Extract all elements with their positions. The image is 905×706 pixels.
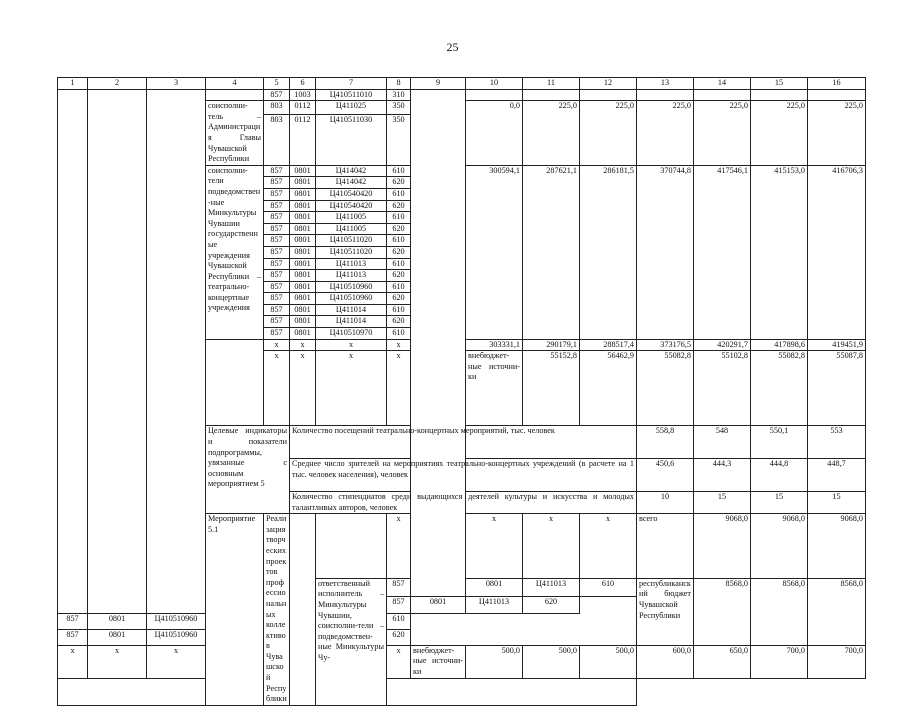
funding-source-cell: внебюджет-ные источни-ки xyxy=(466,351,523,426)
table-cell xyxy=(206,89,264,101)
col-header: 1 xyxy=(58,78,88,90)
table-row xyxy=(58,678,866,705)
value-cell: 55152,8 xyxy=(523,351,580,426)
indicator-value: 444,3 xyxy=(694,459,751,492)
table-cell: 857 xyxy=(264,328,290,340)
indicator-text: Среднее число зрителей на мероприятиях театрально-концертных учреждений (в расчете на 1 тыс. человек населения), человек xyxy=(290,459,637,492)
table-cell: 610 xyxy=(387,188,411,200)
value-cell: 287621,1 xyxy=(523,165,580,339)
value-cell: 650,0 xyxy=(694,645,751,678)
table-cell: х xyxy=(387,339,411,351)
table-cell: 0112 xyxy=(290,114,316,165)
table-cell xyxy=(58,89,88,613)
value-cell: 370744,8 xyxy=(637,165,694,339)
value-cell: 288517,4 xyxy=(580,339,637,351)
funding-source-cell: внебюджет-ные источни-ки xyxy=(411,645,466,678)
table-cell: Ц411005 xyxy=(316,212,387,224)
table-cell: 0801 xyxy=(290,281,316,293)
table-cell: х xyxy=(387,514,411,579)
table-cell: 0801 xyxy=(290,177,316,189)
table-cell: Ц410540420 xyxy=(316,188,387,200)
table-cell xyxy=(637,89,694,101)
table-cell: 0801 xyxy=(411,597,466,613)
col-header: 6 xyxy=(290,78,316,90)
table-cell: 620 xyxy=(387,629,411,645)
table-cell: 610 xyxy=(387,235,411,247)
col-header: 4 xyxy=(206,78,264,90)
table-cell: 857 xyxy=(264,281,290,293)
table-cell: 857 xyxy=(264,165,290,177)
table-cell: 0801 xyxy=(290,304,316,316)
table-cell: х xyxy=(147,645,206,678)
col-header: 2 xyxy=(88,78,147,90)
indicator-value: 553 xyxy=(808,426,866,459)
responsible-cell: соисполни-тели подведомствен-ные Минкультуры Чувашии государственные учреждения Чувашской Республики – театрально-концертные учреждения xyxy=(206,165,264,339)
table-cell xyxy=(523,89,580,101)
value-cell: 225,0 xyxy=(580,101,637,166)
value-cell: 600,0 xyxy=(637,645,694,678)
table-cell: Ц414042 xyxy=(316,177,387,189)
table-cell: х xyxy=(387,351,411,426)
value-cell: 225,0 xyxy=(637,101,694,166)
table-cell: Ц410511010 xyxy=(316,89,387,101)
table-cell: 0801 xyxy=(290,293,316,305)
table-cell: Ц411025 xyxy=(316,101,387,115)
indicator-value: 10 xyxy=(637,491,694,513)
table-cell: 0801 xyxy=(290,246,316,258)
value-cell: 500,0 xyxy=(466,645,523,678)
table-cell xyxy=(316,514,387,579)
table-cell xyxy=(147,89,206,613)
indicator-value: 15 xyxy=(751,491,808,513)
table-cell: 857 xyxy=(264,316,290,328)
table-cell: х xyxy=(316,339,387,351)
table-cell: 0112 xyxy=(290,101,316,115)
col-header: 12 xyxy=(580,78,637,90)
indicator-value: 550,1 xyxy=(751,426,808,459)
table-cell: х xyxy=(290,339,316,351)
table-cell: х xyxy=(580,514,637,579)
table-cell: 610 xyxy=(387,212,411,224)
table-cell: х xyxy=(523,514,580,579)
table-cell: 620 xyxy=(387,316,411,328)
indicator-value: 558,8 xyxy=(637,426,694,459)
table-cell: 0801 xyxy=(290,316,316,328)
table-cell: х xyxy=(316,351,387,426)
table-cell xyxy=(808,89,866,101)
table-cell: х xyxy=(466,514,523,579)
table-cell: Ц410510970 xyxy=(316,328,387,340)
indicator-text: Количество посещений театрально-концертных мероприятий, тыс. человек xyxy=(290,426,637,459)
table-cell: 857 xyxy=(264,223,290,235)
responsible-cell: ответственный исполнитель – Минкультуры Чувашии, соисполни-тели – подведомствен-ные Минкультуры Чу- xyxy=(316,578,387,705)
table-cell: 857 xyxy=(264,293,290,305)
table-cell: 0801 xyxy=(290,165,316,177)
table-cell: 620 xyxy=(387,270,411,282)
table-cell: 857 xyxy=(264,212,290,224)
table-cell: Ц414042 xyxy=(316,165,387,177)
value-cell: 290179,1 xyxy=(523,339,580,351)
table-cell: 350 xyxy=(387,101,411,115)
table-cell: 310 xyxy=(387,89,411,101)
value-cell: 700,0 xyxy=(808,645,866,678)
value-cell: 286181,5 xyxy=(580,165,637,339)
table-cell: Ц411014 xyxy=(316,316,387,328)
table-cell: Ц410511020 xyxy=(316,235,387,247)
value-cell: 9068,0 xyxy=(694,514,751,579)
col-header: 7 xyxy=(316,78,387,90)
table-cell: 620 xyxy=(387,200,411,212)
indicator-label: Целевые индикаторы и показатели подпрограммы, увязанные с основным мероприятием 5 xyxy=(206,426,290,514)
col-header: 9 xyxy=(411,78,466,90)
table-cell: х xyxy=(387,645,411,678)
value-cell: 700,0 xyxy=(751,645,808,678)
table-cell: 857 xyxy=(387,597,411,613)
indicator-value: 450,6 xyxy=(637,459,694,492)
table-cell: х xyxy=(264,351,290,426)
table-cell: 620 xyxy=(523,597,580,613)
funding-source-cell: республиканский бюджет Чувашской Республики xyxy=(637,578,694,645)
table-cell: Ц410510960 xyxy=(147,629,206,645)
table-cell: х xyxy=(88,645,147,678)
value-cell: 420291,7 xyxy=(694,339,751,351)
col-header: 15 xyxy=(751,78,808,90)
table-cell: 0801 xyxy=(290,188,316,200)
value-cell: 417898,6 xyxy=(751,339,808,351)
value-cell: 417546,1 xyxy=(694,165,751,339)
col-header: 11 xyxy=(523,78,580,90)
table-cell: 0801 xyxy=(290,270,316,282)
table-cell: 857 xyxy=(264,89,290,101)
col-header: 14 xyxy=(694,78,751,90)
table-cell: 0801 xyxy=(290,212,316,224)
table-cell: 610 xyxy=(387,304,411,316)
table-cell: 0801 xyxy=(88,613,147,629)
table-cell: 0801 xyxy=(290,235,316,247)
table-cell: 857 xyxy=(387,578,411,597)
table-cell: х xyxy=(264,339,290,351)
table-cell xyxy=(206,339,264,426)
table-cell: 610 xyxy=(580,578,637,597)
table-cell: 610 xyxy=(387,328,411,340)
table-cell xyxy=(580,89,637,101)
table-row xyxy=(58,89,866,101)
page-number: 25 xyxy=(446,40,459,54)
table-cell: Ц411013 xyxy=(466,597,523,613)
value-cell: 225,0 xyxy=(808,101,866,166)
table-cell: Ц411013 xyxy=(316,270,387,282)
value-cell: 300594,1 xyxy=(466,165,523,339)
value-cell: 55082,8 xyxy=(637,351,694,426)
value-cell: 55102,8 xyxy=(694,351,751,426)
table-cell xyxy=(58,678,637,705)
table-cell: 0801 xyxy=(466,578,523,597)
table-cell: Ц411014 xyxy=(316,304,387,316)
table-cell: 857 xyxy=(58,613,88,629)
table-cell: Ц411013 xyxy=(316,258,387,270)
table-cell: 857 xyxy=(264,177,290,189)
indicator-text: Количество стипендиатов среди выдающихся деятелей культуры и искусства и молодых талантливых авторов, человек xyxy=(290,491,637,513)
table-cell: 620 xyxy=(387,177,411,189)
table-cell: 610 xyxy=(387,281,411,293)
table-cell: Ц410511030 xyxy=(316,114,387,165)
event-title: Реализация творческих проектов профессиональных коллективов Чувашской Республики xyxy=(264,514,290,706)
indicator-value: 15 xyxy=(808,491,866,513)
table-cell xyxy=(466,89,523,101)
value-cell: 9068,0 xyxy=(751,514,808,579)
table-cell: 0801 xyxy=(290,200,316,212)
table-cell: 610 xyxy=(387,258,411,270)
table-cell: Ц410510960 xyxy=(147,613,206,629)
table-cell: 857 xyxy=(264,246,290,258)
table-cell: Ц410510960 xyxy=(316,293,387,305)
table-cell: 857 xyxy=(264,258,290,270)
col-header: 13 xyxy=(637,78,694,90)
table-cell: 0801 xyxy=(290,258,316,270)
table-cell: 857 xyxy=(58,629,88,645)
value-cell: 303331,1 xyxy=(466,339,523,351)
col-header: 16 xyxy=(808,78,866,90)
col-header: 3 xyxy=(147,78,206,90)
value-cell: 0,0 xyxy=(466,101,523,166)
table-cell: 350 xyxy=(387,114,411,165)
table-cell: 0801 xyxy=(290,328,316,340)
col-header: 5 xyxy=(264,78,290,90)
value-cell: 55087,8 xyxy=(808,351,866,426)
table-cell xyxy=(88,89,147,613)
table-cell: 857 xyxy=(264,304,290,316)
table-cell: 857 xyxy=(264,270,290,282)
value-cell: 9068,0 xyxy=(808,514,866,579)
value-cell: 8568,0 xyxy=(751,578,808,645)
funding-source-cell: всего xyxy=(637,514,694,579)
table-cell: 620 xyxy=(387,246,411,258)
table-cell: 0801 xyxy=(290,223,316,235)
table-cell: 1003 xyxy=(290,89,316,101)
table-cell: Ц411005 xyxy=(316,223,387,235)
indicator-value: 444,8 xyxy=(751,459,808,492)
table-cell: Ц411013 xyxy=(523,578,580,597)
value-cell: 8568,0 xyxy=(694,578,751,645)
value-cell: 415153,0 xyxy=(751,165,808,339)
value-cell: 373176,5 xyxy=(637,339,694,351)
table-cell xyxy=(751,89,808,101)
table-cell: Ц410540420 xyxy=(316,200,387,212)
table-cell: 620 xyxy=(387,223,411,235)
value-cell: 225,0 xyxy=(694,101,751,166)
table-cell: 803 xyxy=(264,114,290,165)
value-cell: 56462,9 xyxy=(580,351,637,426)
indicator-value: 448,7 xyxy=(808,459,866,492)
value-cell: 55082,8 xyxy=(751,351,808,426)
column-number-row xyxy=(58,78,866,90)
responsible-cell: соисполни-тель – Администрация Главы Чувашской Республики xyxy=(206,101,264,166)
value-cell: 8568,0 xyxy=(808,578,866,645)
value-cell: 225,0 xyxy=(523,101,580,166)
table-cell xyxy=(290,514,316,706)
table-cell xyxy=(694,89,751,101)
table-cell: Ц410510960 xyxy=(316,281,387,293)
col-header: 8 xyxy=(387,78,411,90)
table-cell: 857 xyxy=(264,188,290,200)
value-cell: 419451,9 xyxy=(808,339,866,351)
table-cell: х xyxy=(290,351,316,426)
table-cell: 620 xyxy=(387,293,411,305)
value-cell: 500,0 xyxy=(523,645,580,678)
col-header: 10 xyxy=(466,78,523,90)
table-cell: 0801 xyxy=(88,629,147,645)
table-cell: 857 xyxy=(264,200,290,212)
indicator-value: 15 xyxy=(694,491,751,513)
indicator-value: 548 xyxy=(694,426,751,459)
value-cell: 225,0 xyxy=(751,101,808,166)
table-row xyxy=(58,645,866,678)
table-cell: Ц410511020 xyxy=(316,246,387,258)
table-cell xyxy=(411,89,466,597)
event-name: Мероприятие 5.1 xyxy=(206,514,264,706)
table-cell: 803 xyxy=(264,101,290,115)
value-cell: 416706,3 xyxy=(808,165,866,339)
budget-table xyxy=(57,77,866,706)
table-cell: 857 xyxy=(264,235,290,247)
table-cell: 610 xyxy=(387,165,411,177)
table-cell: х xyxy=(58,645,88,678)
value-cell: 500,0 xyxy=(580,645,637,678)
table-cell: 610 xyxy=(387,613,411,629)
